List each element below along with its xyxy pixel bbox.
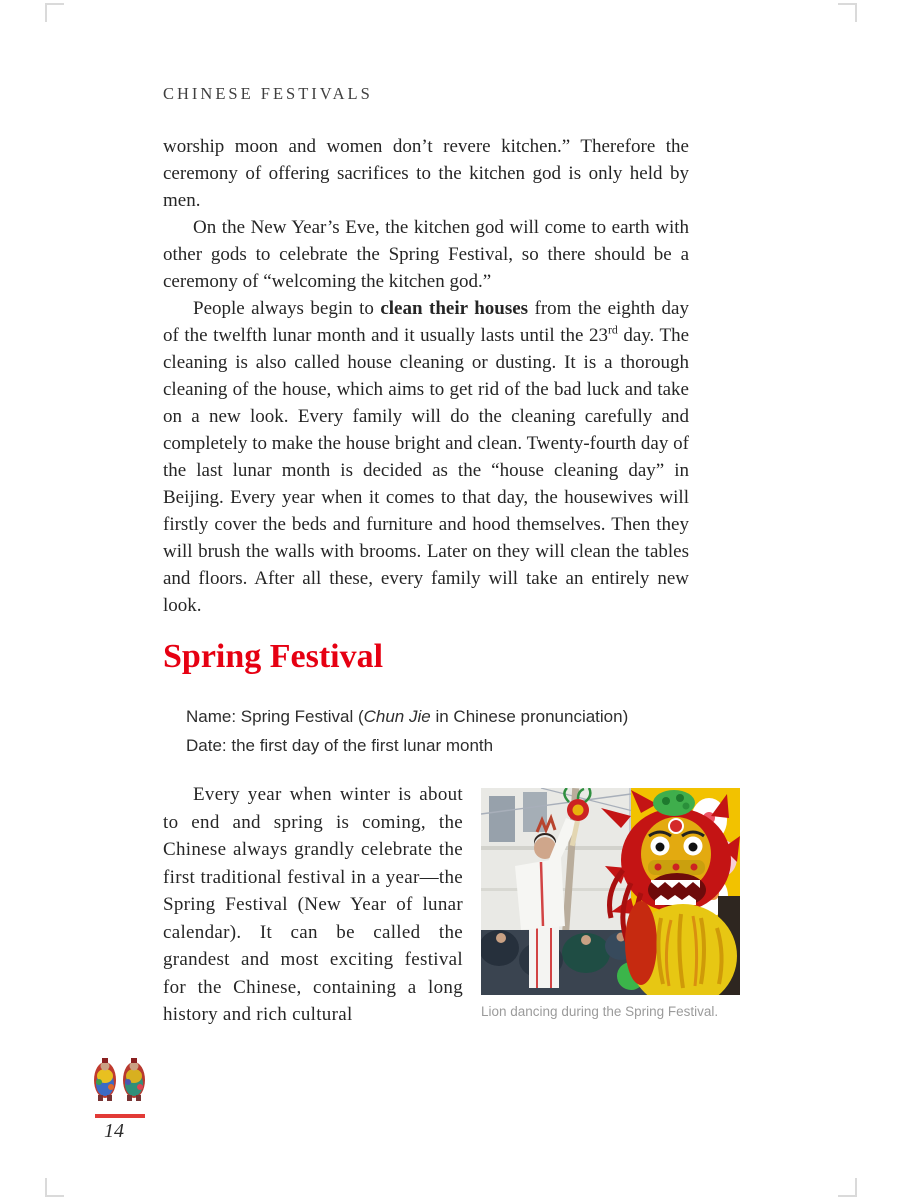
paragraph-spring-festival-intro: Every year when winter is about to end and spring is coming, the Chinese always grandly celebrate the first traditional festival in a year—the Spring Festival (New Year of lunar calendar). It can be called the grandest and most exciting festival for the Chinese, containing a long history and rich cultural — [163, 784, 463, 1025]
festival-date-line: Date: the first day of the first lunar month — [186, 736, 494, 755]
lion-dance-photo — [481, 788, 740, 995]
paragraph-house-cleaning: People always begin to clean their houses from the eighth day of the twelfth lunar month and it usually lasts until the 23rd day. The cleaning is also called house cleaning or dusting. It is a thorough cleaning of the house, which aims to get rid of the bad luck and take on a new look. Every family will do the cleaning carefully and completely to make the house bright and clean. Twenty-fourth day of the last lunar month is decided as the “house cleaning day” in Beijing. Every year when it comes to that day, the housewives will firstly cover the beds and furniture and hood themselves. Then they will brush the walls with brooms. Later on they will clean the tables and floors. After all these, every family will take an entirely new look. — [163, 298, 689, 616]
crop-mark-top-left-icon — [45, 3, 64, 22]
column-text — [163, 781, 463, 1029]
page-number: 14 — [104, 1120, 124, 1142]
door-gods-icon — [92, 1054, 148, 1104]
crop-mark-bottom-right-icon — [838, 1178, 857, 1197]
lion-dance-figure — [481, 788, 740, 1019]
running-head: CHINESE FESTIVALS — [163, 84, 373, 103]
crop-mark-bottom-left-icon — [45, 1178, 64, 1197]
paragraph-new-years-eve: On the New Year’s Eve, the kitchen god will come to earth with other gods to celebrate the Spring Festival, so there should be a ceremony of “welcoming the kitchen god.” — [163, 217, 689, 292]
door-gods-ornament — [92, 1054, 148, 1109]
body-text — [163, 133, 689, 619]
footer-rule — [95, 1114, 145, 1118]
photo-caption: Lion dancing during the Spring Festival. — [481, 1004, 719, 1019]
section-heading-spring-festival: Spring Festival — [163, 638, 384, 675]
festival-info-block — [186, 702, 628, 760]
festival-name-line: Name: Spring Festival (Chun Jie in Chinese pronunciation) — [186, 707, 629, 726]
paragraph-kitchen-god-men: worship moon and women don’t revere kitchen.” Therefore the ceremony of offering sacrifices to the kitchen god is only held by men. — [163, 136, 689, 211]
crop-mark-top-right-icon — [838, 3, 857, 22]
